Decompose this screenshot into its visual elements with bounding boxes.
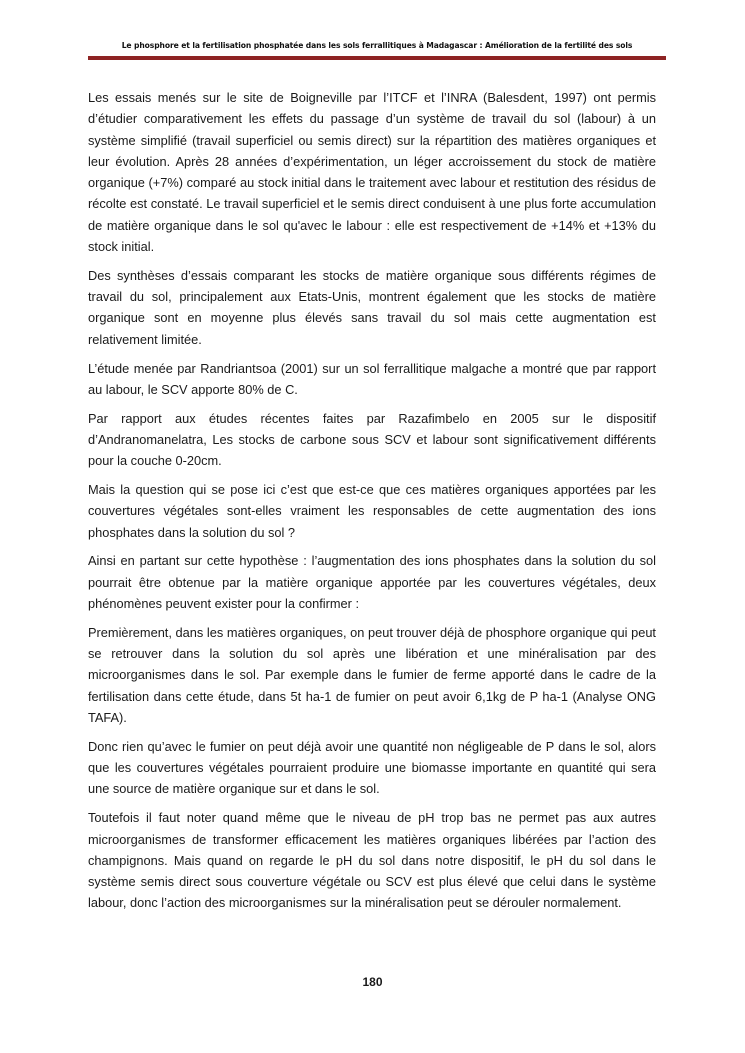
page-number: 180 bbox=[362, 975, 383, 989]
paragraph: Premièrement, dans les matières organiques, on peut trouver déjà de phosphore organique qui peut se retrouver dans la solution du sol après une libération et une minéralisation par des microorganismes dans le sol. Par exemple dans le fumier de ferme apporté dans le cadre de la fertilisation dans cette étude, dans 5t ha-1 de fumier on peut avoir 6,1kg de P ha-1 (Analyse ONG TAFA). bbox=[88, 624, 656, 726]
paragraph: Mais la question qui se pose ici c’est que est-ce que ces matières organiques apportées par les couvertures végétales sont-elles vraiment les responsables de cette augmentation des ions phosphates dans la solution du sol ? bbox=[88, 482, 656, 540]
body-text bbox=[88, 87, 656, 921]
paragraph: L’étude menée par Randriantsoa (2001) sur un sol ferrallitique malgache a montré que par rapport au labour, le SCV apporte 80% de C. bbox=[88, 360, 656, 397]
paragraph: Ainsi en partant sur cette hypothèse : l’augmentation des ions phosphates dans la solution du sol pourrait être obtenue par la matière organique apportée par les couvertures végétales, deux phénomènes peuvent exister pour la confirmer : bbox=[88, 553, 656, 612]
paragraph: Toutefois il faut noter quand même que le niveau de pH trop bas ne permet pas aux autres microorganismes de transformer efficacement les matières organiques libérées par l’action des champignons. Mais quand on regarde le pH du sol dans notre dispositif, le pH du sol dans le système semis direct sous couverture végétale ou SCV est plus élevé que celui dans le système labour, donc l’action des microorganismes sur la minéralisation peut se dérouler normalement. bbox=[88, 810, 656, 911]
paragraph: Des synthèses d’essais comparant les stocks de matière organique sous différents régimes de travail du sol, principalement aux Etats-Unis, montrent également que les stocks de matière organique sont en moyenne plus élevés sans travail du sol mais cette augmentation est relativement limitée. bbox=[88, 267, 656, 347]
running-header: Le phosphore et la fertilisation phosphatée dans les sols ferrallitiques à Madagascar : Amélioration de la fertilité des sols bbox=[121, 41, 633, 50]
paragraph: Par rapport aux études récentes faites par Razafimbelo en 2005 sur le dispositif d’Andranomanelatra, Les stocks de carbone sous SCV et labour sont significativement différents pour la couche 0-20cm. bbox=[88, 410, 656, 469]
paragraph: Donc rien qu’avec le fumier on peut déjà avoir une quantité non négligeable de P dans le sol, alors que les couvertures végétales pourraient produire une biomasse importante en quantité qui sera une source de matière organique sur et dans le sol. bbox=[88, 738, 656, 797]
header-rule bbox=[88, 56, 666, 60]
paragraph: Les essais menés sur le site de Boigneville par l’ITCF et l’INRA (Balesdent, 1997) ont permis d’étudier comparativement les effets du passage d’un système de travail du sol (labour) à un système simplifié (travail superficiel ou semis direct) sur la répartition des matières organiques et leur évolution. Après 28 années d’expérimentation, un léger accroissement du stock de matière organique (+7%) comparé au stock initial dans le traitement avec labour et restitution des résidus de récolte est constaté. Le travail superficiel et le semis direct conduisent à une plus forte accumulation de matière organique dans le sol qu'avec le labour : elle est respectivement de +14% et +13% du stock initial. bbox=[88, 90, 656, 255]
